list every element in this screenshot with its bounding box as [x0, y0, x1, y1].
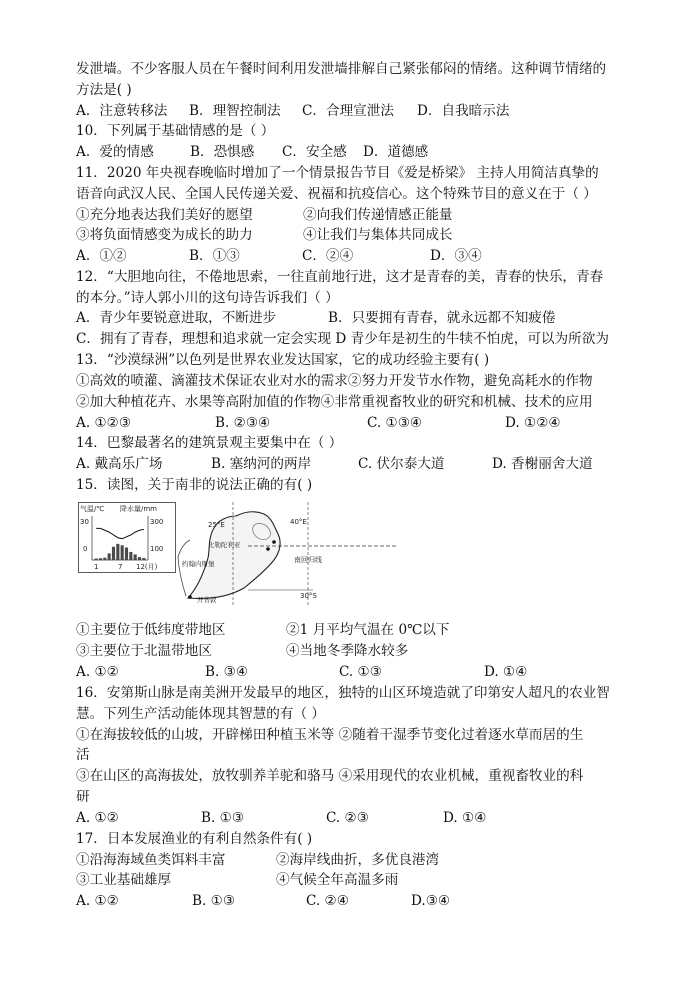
precipitation-bar — [116, 544, 119, 560]
q11-option-b: B．①③ — [189, 248, 240, 264]
q15-statement-2: ②1 月平均气温在 0℃以下 — [286, 622, 450, 638]
q11-option-c: C．②④ — [302, 248, 354, 264]
climate-chart — [79, 503, 176, 573]
q17-statement-3: ③工业基础雄厚 — [76, 872, 172, 888]
q13-option-a: A. ①②③ — [76, 415, 132, 431]
q9-option-a: A．注意转移法 — [76, 103, 168, 119]
temperature-tick: 30 — [80, 518, 89, 526]
q9-stem-line1: 发泄墙。不少客服人员在午餐时间利用发泄墙排解自己紧张郁闷的情绪。这种调节情绪的 — [76, 61, 607, 77]
precipitation-bars — [95, 544, 146, 560]
climate-chart-frame — [79, 503, 176, 573]
precipitation-bar — [108, 553, 111, 560]
q16-option-a: A. ①② — [76, 810, 119, 826]
q16-option-c: C. ②③ — [326, 810, 369, 826]
precipitation-bar — [138, 557, 141, 560]
q13-statements-line2: ②加大种植花卉、水果等高附加值的作物④非常重视畜牧业的研究和机械、技术的应用 — [76, 394, 593, 410]
month-tick: 1 — [94, 563, 99, 571]
q17-option-c: C. ②④ — [306, 893, 349, 909]
q16-statements-line1: ①在海拔较低的山坡，开辟梯田种植玉米等 ②随着干湿季节变化过着逐水草而居的生 — [76, 727, 584, 743]
q12-stem-line2: 的本分。”诗人郭小川的这句诗告诉我们（ ） — [76, 290, 339, 306]
temperature-axis-label: 气温/℃ — [80, 505, 105, 513]
q11-statement-1: ①充分地表达我们美好的愿望 — [76, 207, 253, 223]
precipitation-tick: 100 — [150, 545, 164, 553]
q11-option-d: D．③④ — [430, 248, 482, 264]
south-africa-figure — [78, 502, 408, 606]
precipitation-bar — [103, 558, 106, 560]
south-africa-outline — [188, 512, 280, 599]
longitude-label: 25°E — [208, 521, 225, 529]
q15-option-a: A. ①② — [76, 664, 119, 680]
q13-option-c: C. ①③④ — [367, 415, 423, 431]
q15-statement-4: ④当地冬季降水较多 — [286, 643, 409, 659]
q15-stem: 15．读图，关于南非的说法正确的有( ) — [76, 477, 313, 493]
tropic-label: 南回归线 — [294, 556, 322, 564]
q12-stem-line1: 12．“大胆地向往，不倦地思索，一往直前地行进，这才是青春的美，青春的快乐，青春 — [76, 269, 604, 285]
q16-statements-line2: 活 — [76, 747, 90, 763]
q9-option-c: C．合理宣泄法 — [302, 103, 394, 119]
q11-statement-4: ④让我们与集体共同成长 — [303, 227, 453, 243]
q14-stem: 14．巴黎最著名的建筑景观主要集中在（ ） — [76, 435, 343, 451]
q10-stem: 10．下列属于基础情感的是（ ） — [76, 123, 275, 139]
precipitation-axis-label: 降水量/mm — [120, 505, 157, 513]
longitude-label: 40°E — [290, 518, 307, 526]
precipitation-bar — [99, 558, 102, 560]
q12-option-cd: C．拥有了青春，理想和追求就一定会实现 D 青少年是初生的牛犊不怕虎，可以为所欲为 — [76, 331, 609, 347]
q17-option-a: A. ①② — [76, 893, 119, 909]
q14-option-d: D. 香榭丽舍大道 — [492, 456, 593, 472]
q17-statement-2: ②海岸线曲折，多优良港湾 — [276, 852, 440, 868]
cape-town-marker — [188, 595, 192, 599]
q15-option-b: B. ③④ — [205, 664, 249, 680]
q16-statements-line3: ③在山区的高海拔处，放牧驯养羊驼和骆马 ④采用现代的农业机械，重视畜牧业的科 — [76, 768, 584, 784]
q11-option-a: A．①② — [76, 248, 127, 264]
leader-line — [178, 540, 190, 557]
q14-option-a: A. 戴高乐广场 — [76, 456, 163, 472]
precipitation-tick: 300 — [150, 518, 164, 526]
q15-statement-1: ①主要位于低纬度带地区 — [76, 622, 226, 638]
johannesburg-marker — [266, 547, 270, 551]
q15-option-c: C. ①③ — [339, 664, 382, 680]
pretoria-marker — [272, 540, 276, 544]
temperature-tick: 0 — [83, 545, 88, 553]
sketch-map — [178, 502, 396, 606]
q12-option-b: B．只要拥有青春，就永远都不知疲倦 — [328, 310, 556, 326]
month-tick: 12(月) — [136, 563, 158, 571]
q9-stem-line2: 方法是( ) — [76, 82, 132, 98]
q9-option-d: D．自我暗示法 — [417, 103, 510, 119]
q11-statement-2: ②向我们传递情感正能量 — [303, 207, 453, 223]
q11-statement-3: ③将负面情感变为成长的助力 — [76, 227, 253, 243]
city-label-cape-town: 开普敦 — [197, 596, 217, 604]
q10-option-d: D．道德感 — [363, 144, 429, 160]
q17-statement-1: ①沿海海域鱼类饵料丰富 — [76, 852, 226, 868]
q17-stem: 17．日本发展渔业的有利自然条件有( ) — [76, 831, 313, 847]
latitude-label: 30°S — [300, 592, 317, 600]
q16-option-b: B. ①③ — [201, 810, 245, 826]
q15-statement-3: ③主要位于北温带地区 — [76, 643, 212, 659]
q14-option-c: C. 伏尔泰大道 — [358, 456, 445, 472]
precipitation-bar — [112, 547, 115, 560]
q10-option-a: A．爱的情感 — [76, 144, 154, 160]
precipitation-bar — [125, 548, 128, 560]
precipitation-bar — [134, 554, 137, 560]
q16-option-d: D. ①④ — [443, 810, 487, 826]
q16-stem-line2: 慧。下列生产活动能体现其智慧的有（ ） — [76, 706, 326, 722]
q9-option-b: B．理智控制法 — [189, 103, 281, 119]
q17-option-b: B. ①③ — [192, 893, 236, 909]
q17-statement-4: ④气候全年高温多雨 — [276, 872, 399, 888]
temperature-curve — [96, 528, 144, 538]
q14-option-b: B. 塞纳河的两岸 — [211, 456, 312, 472]
q16-statements-line4: 研 — [76, 789, 90, 805]
q10-option-c: C．安全感 — [282, 144, 347, 160]
q13-stem: 13．“沙漠绿洲”以色列是世界农业发达国家，它的成功经验主要有( ) — [76, 352, 490, 368]
precipitation-bar — [95, 559, 98, 560]
q17-option-d: D.③④ — [411, 893, 451, 909]
precipitation-bar — [129, 552, 132, 560]
month-tick: 7 — [118, 563, 123, 571]
q11-stem-line2: 语音向武汉人民、全国人民传递关爱、祝福和抗疫信心。这个特殊节目的意义在于（ ） — [76, 186, 597, 202]
q12-option-a: A．青少年要锐意进取，不断进步 — [76, 310, 277, 326]
city-label-johannesburg: 约翰内斯堡 — [182, 560, 215, 568]
q13-option-b: B. ②③④ — [215, 415, 271, 431]
q13-option-d: D. ①②④ — [505, 415, 561, 431]
precipitation-bar — [121, 545, 124, 560]
q16-stem-line1: 16．安第斯山脉是南美洲开发最早的地区，独特的山区环境造就了印第安人超凡的农业智 — [76, 685, 610, 701]
city-label-pretoria: 比勒陀利亚 — [208, 541, 241, 549]
precipitation-bar — [142, 558, 145, 560]
q10-option-b: B．恐惧感 — [190, 144, 255, 160]
q11-stem-line1: 11．2020 年央视春晚临时增加了一个情景报告节目《爱是桥梁》 主持人用简洁真挚的 — [76, 165, 599, 181]
q15-option-d: D. ①④ — [484, 664, 528, 680]
q13-statements-line1: ①高效的喷灌、滴灌技术保证农业对水的需求②努力开发节水作物，避免高耗水的作物 — [76, 373, 593, 389]
